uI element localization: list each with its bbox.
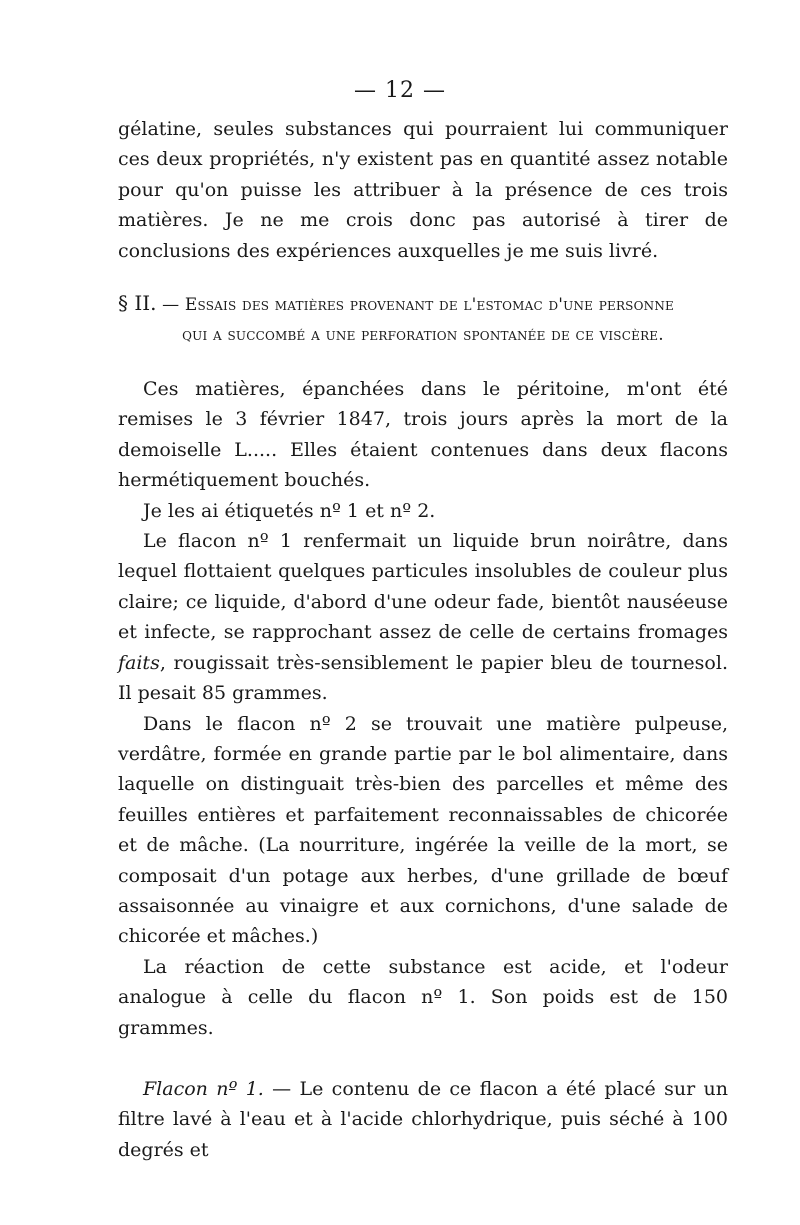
paragraph-reaction: La réaction de cette substance est acide, et l'odeur analogue à celle du flacon nº 1. Son poids est de 150 grammes. [118,955,728,1039]
paragraph-flacon-1-part2: , rougissait très-sensiblement le papier bleu de tournesol. Il pesait 85 grammes. [118,651,728,705]
paragraph-flacon-2: Dans le flacon nº 2 se trouvait une matière pulpeuse, verdâtre, formée en grande partie par le bol alimentaire, dans laquelle on distinguait très-bien des parcelles et même des feuilles entières et parfaitement reconnaissables de chicorée et de mâche. (La nourriture, ingérée la veille de la mort, se composait d'un potage aux herbes, d'une grillade de bœuf assaisonnée au vinaigre et aux cornichons, d'une salade de chicorée et mâches.) [118,712,728,948]
section-heading [118,288,728,350]
paragraph-matieres: Ces matières, épanchées dans le péritoine, m'ont été remises le 3 février 1847, trois jours après la mort de la demoiselle L..... Elles étaient contenues dans deux flacons hermétiquement bouchés. [118,378,728,492]
paragraph-etiquettes: Je les ai étiquetés nº 1 et nº 2. [143,499,436,522]
flacon-analysis-text: — Le contenu de ce flacon a été placé sur un filtre lavé à l'eau et à l'acide chlorhydrique, puis séché à 100 degrés et [118,1077,728,1161]
paragraph-flacon-1-emphasis: faits [118,651,160,674]
flacon-label: Flacon nº 1. [143,1077,264,1100]
section-title-line2: qui a succombé a une perforation spontanée de ce viscère. [182,325,664,346]
paragraph-flacon-1 [118,526,728,708]
paragraph-flacon-1-part1: Le flacon nº 1 renfermait un liquide brun noirâtre, dans lequel flottaient quelques particules insolubles de couleur plus claire; ce liquide, d'abord d'une odeur fade, bientôt nauséeuse et infecte, se rapprochant assez de celle de certains fromages [118,530,728,644]
body-text [118,114,728,1165]
section-number: § II. [118,291,157,316]
page-number: — 12 — [354,78,446,103]
paragraph-gelatine: gélatine, seules substances qui pourraient lui communiquer ces deux propriétés, n'y existent pas en quantité assez notable pour qu'on puisse les attribuer à la présence de ces trois matières. Je ne me crois donc pas autorisé à tirer de conclusions des expériences auxquelles je me suis livré. [118,118,728,262]
section-title-line1: — Essais des matières provenant de l'estomac d'une personne [156,295,675,316]
paragraph-flacon-1-analysis [118,1074,728,1165]
